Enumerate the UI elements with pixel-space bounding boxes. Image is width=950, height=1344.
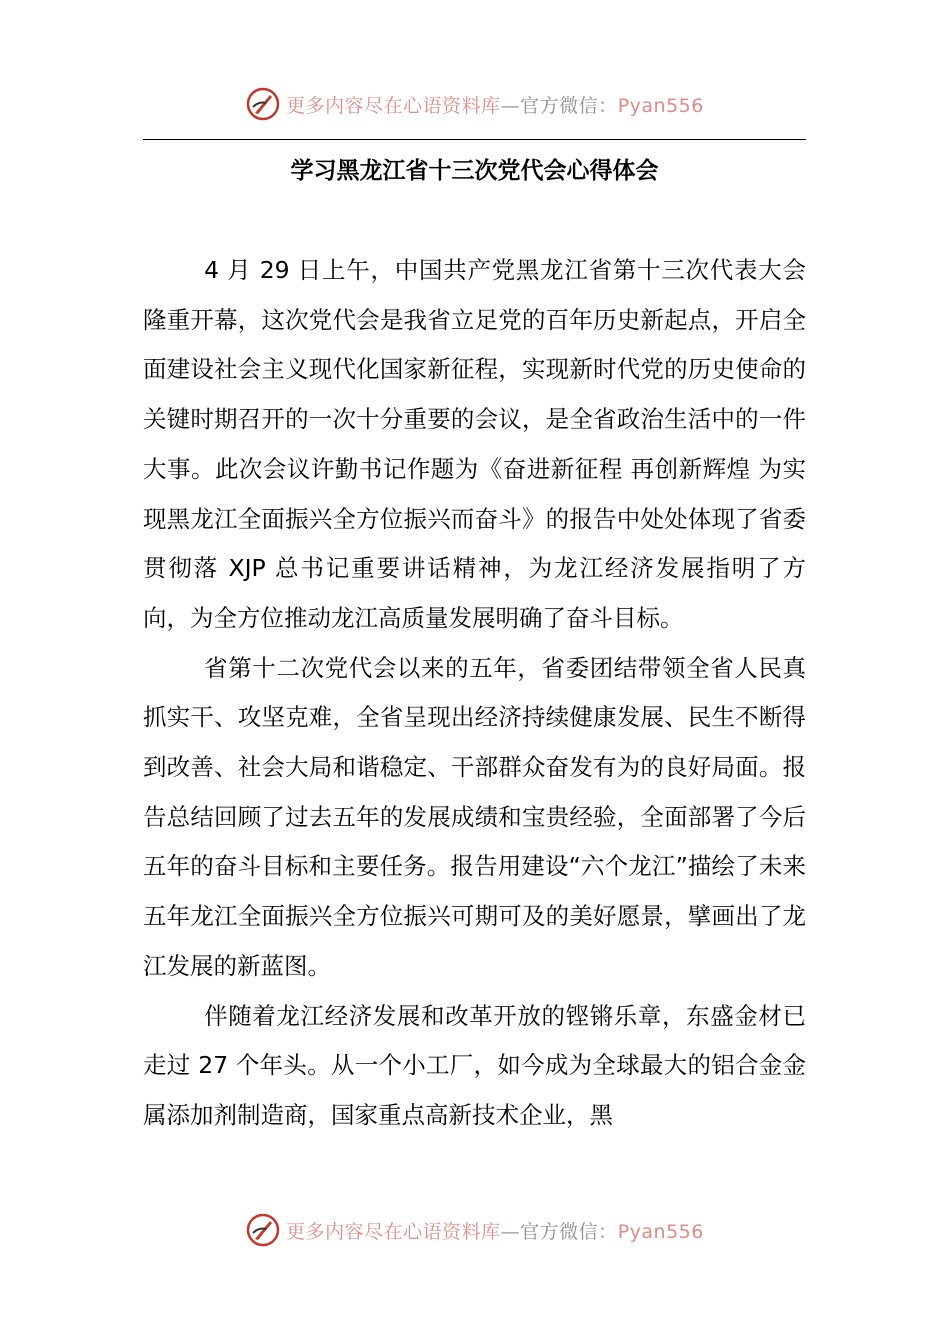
banner-separator: — <box>500 94 521 117</box>
header-banner <box>0 82 950 126</box>
paragraph-2: 省第十二次党代会以来的五年，省委团结带领全省人民真抓实干、攻坚克难，全省呈现出经济持续健康发展、民生不断得到改善、社会大局和谐稳定、干部群众奋发有为的良好局面。报告总结回顾了过去五年的发展成绩和宝贵经验，全面部署了今后五年的奋斗目标和主要任务。报告用建设“六个龙江”描绘了未来五年龙江全面振兴全方位振兴可期可及的美好愿景，擘画出了龙江发展的新蓝图。 <box>143 653 806 980</box>
banner-text <box>286 1217 704 1244</box>
footer-banner <box>0 1208 950 1252</box>
banner-contact-value: Pyan556 <box>617 94 704 117</box>
header-divider <box>143 139 806 140</box>
banner-text <box>286 91 704 118</box>
banner-contact-label: 官方微信： <box>520 1220 618 1243</box>
paragraph-1: 4 月 29 日上午，中国共产党黑龙江省第十三次代表大会隆重开幕，这次党代会是我省立足党的百年历史新起点，开启全面建设社会主义现代化国家新征程，实现新时代党的历史使命的关键时期召开的一次十分重要的会议，是全省政治生活中的一件大事。此次会议许勤书记作题为《奋进新征程 再创新辉煌 为实现黑龙江全面振兴全方位振兴而奋斗》的报告中处处体现了省委贯彻落 XJP 总书记重要讲话精神，为龙江经济发展指明了方向，为全方位推动龙江高质量发展明确了奋斗目标。 <box>143 256 806 632</box>
document-body <box>143 246 806 1141</box>
quill-logo-icon <box>246 1213 280 1247</box>
banner-site-text: 更多内容尽在心语资料库 <box>286 94 501 117</box>
banner-contact-label: 官方微信： <box>520 94 618 117</box>
quill-logo-icon <box>246 87 280 121</box>
banner-site-text: 更多内容尽在心语资料库 <box>286 1220 501 1243</box>
banner-separator: — <box>500 1220 521 1243</box>
document-title: 学习黑龙江省十三次党代会心得体会 <box>290 158 659 184</box>
banner-contact-value: Pyan556 <box>617 1220 704 1243</box>
paragraph-3: 伴随着龙江经济发展和改革开放的铿锵乐章，东盛金材已走过 27 个年头。从一个小工厂，如今成为全球最大的铝合金金属添加剂制造商，国家重点高新技术企业，黑 <box>143 1001 806 1129</box>
